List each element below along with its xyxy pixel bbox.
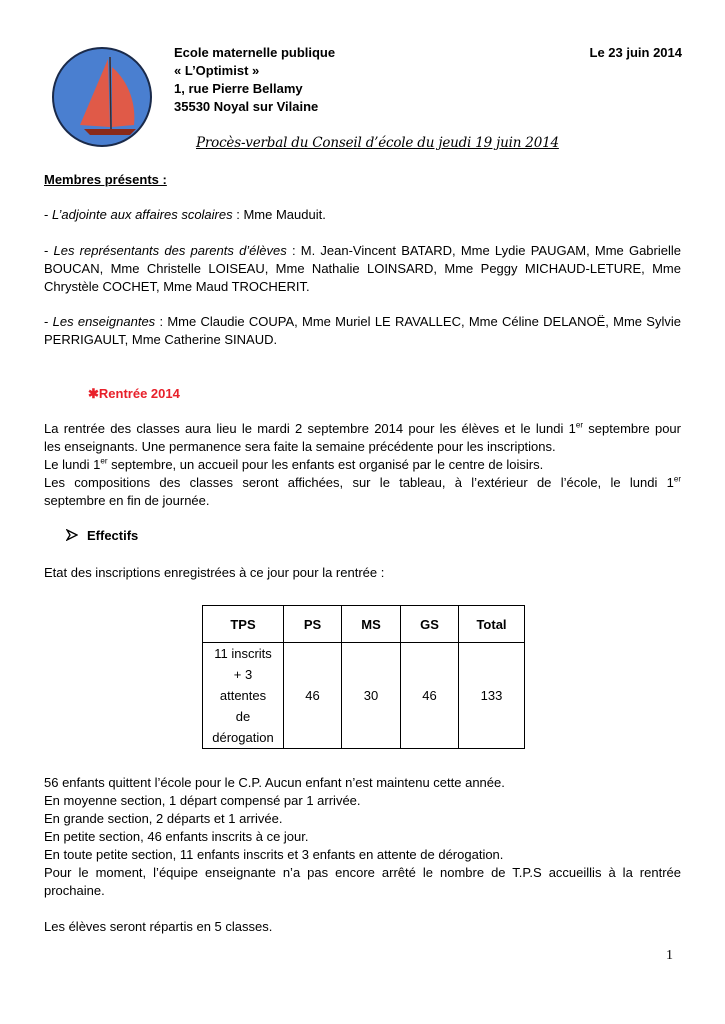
effectifs-heading <box>66 527 138 545</box>
rentree-paragraph-line-2: les enseignants. Une permanence sera faite la semaine précédente pour les inscriptions. <box>44 439 556 454</box>
adjointe-value: : Mme Mauduit. <box>232 207 326 222</box>
effectifs-line: prochaine. <box>44 883 105 898</box>
tps-line: de <box>235 709 251 724</box>
table-cell-ps: 46 <box>284 643 342 749</box>
classes-line: Les élèves seront répartis en 5 classes. <box>44 919 273 934</box>
effectifs-line: En moyenne section, 1 départ compensé par 1 arrivée. <box>44 793 361 808</box>
school-logo-icon <box>50 45 154 149</box>
teachers-line-1-text: : Mme Claudie COUPA, Mme Muriel LE RAVALLEC, Mme Céline DELANOË, Mme Sylvie <box>155 314 681 329</box>
teachers-label: Les enseignantes <box>52 314 156 329</box>
document-title: Procès-verbal du Conseil d’école du jeudi 19 juin 2014 <box>196 135 559 151</box>
rentree-p4-sup: er <box>673 474 681 484</box>
table-cell-gs: 46 <box>401 643 459 749</box>
document-date: Le 23 juin 2014 <box>589 45 682 60</box>
school-nickname: « L’Optimist » <box>174 63 260 78</box>
rentree-p4-text: Les compositions des classes seront affichées, sur le tableau, à l’extérieur de l’école, le lundi 1 <box>44 475 674 490</box>
effectifs-table <box>202 605 525 749</box>
adjointe-label: L’adjointe aux affaires scolaires <box>51 207 233 222</box>
effectifs-line: En petite section, 46 enfants inscrits à ce jour. <box>44 829 309 844</box>
rentree-paragraph-line-3 <box>44 456 543 474</box>
effectifs-line: Pour le moment, l’équipe enseignante n’a pas encore arrêté le nombre de T.P.S accueillis à la rentrée <box>44 865 681 880</box>
arrow-bullet-icon <box>66 529 78 541</box>
table-header-tps: TPS <box>203 606 284 643</box>
rentree-p3-sup: er <box>100 456 108 466</box>
effectifs-line: En toute petite section, 11 enfants inscrits et 3 enfants en attente de dérogation. <box>44 847 504 862</box>
table-cell-total: 133 <box>459 643 525 749</box>
members-teachers-line-2: PERRIGAULT, Mme Catherine SINAUD. <box>44 332 278 347</box>
rentree-p1-sup: er <box>575 420 584 430</box>
table-header-ps: PS <box>284 606 342 643</box>
rentree-p1-text: La rentrée des classes aura lieu le mardi 2 septembre 2014 pour les élèves et le lundi 1 <box>44 421 576 436</box>
table-header-row <box>203 606 525 643</box>
members-parents-line-3: Chrystèle COCHET, Mme Maud TROCHERIT. <box>44 279 310 294</box>
members-adjointe: - L’adjointe aux affaires scolaires : Mme Mauduit. <box>44 207 326 222</box>
members-heading: Membres présents : <box>44 172 167 187</box>
effectifs-intro: Etat des inscriptions enregistrées à ce jour pour la rentrée : <box>44 565 385 580</box>
tps-line: attentes <box>219 688 267 703</box>
rentree-p3-end: septembre, un accueil pour les enfants est organisé par le centre de loisirs. <box>107 457 544 472</box>
rentree-paragraph-line-4 <box>44 474 681 492</box>
asterisk-icon: ✱ <box>88 386 99 401</box>
rentree-heading <box>88 385 180 403</box>
tps-line: dérogation <box>212 730 274 745</box>
table-header-gs: GS <box>401 606 459 643</box>
table-header-ms: MS <box>342 606 401 643</box>
effectifs-line: 56 enfants quittent l’école pour le C.P. Aucun enfant n’est maintenu cette année. <box>44 775 505 790</box>
school-city: 35530 Noyal sur Vilaine <box>174 99 319 114</box>
effectifs-line: En grande section, 2 départs et 1 arrivée. <box>44 811 283 826</box>
school-name: Ecole maternelle publique <box>174 45 336 60</box>
rentree-paragraph-line-5: septembre en fin de journée. <box>44 493 210 508</box>
rentree-heading-text: Rentrée 2014 <box>98 386 180 401</box>
table-row <box>203 643 525 749</box>
table-cell-ms: 30 <box>342 643 401 749</box>
effectifs-heading-text: Effectifs <box>87 528 139 543</box>
school-street: 1, rue Pierre Bellamy <box>174 81 303 96</box>
tps-line: + 3 <box>233 667 253 682</box>
rentree-paragraph-line-1 <box>44 420 681 438</box>
tps-line: 11 inscrits <box>214 646 272 661</box>
members-parents-line-2: BOUCAN, Mme Christelle LOISEAU, Mme Nathalie LOINSARD, Mme Peggy MICHAUD-LETURE, Mme <box>44 261 681 276</box>
parents-line-1-text: : M. Jean-Vincent BATARD, Mme Lydie PAUGAM, Mme Gabrielle <box>286 243 681 258</box>
page-number: 1 <box>666 948 673 963</box>
members-parents-line-1: - Les représentants des parents d’élèves : M. Jean-Vincent BATARD, Mme Lydie PAUGAM, Mme Gabrielle <box>44 243 681 258</box>
parents-label: Les représentants des parents d’élèves <box>53 243 287 258</box>
table-cell-tps <box>203 643 284 749</box>
rentree-p1-end: septembre pour <box>583 421 681 436</box>
rentree-p3-text: Le lundi 1 <box>44 457 101 472</box>
members-teachers-line-1: - Les enseignantes : Mme Claudie COUPA, Mme Muriel LE RAVALLEC, Mme Céline DELANOË, Mme Sylvie <box>44 314 681 329</box>
table-header-total: Total <box>459 606 525 643</box>
